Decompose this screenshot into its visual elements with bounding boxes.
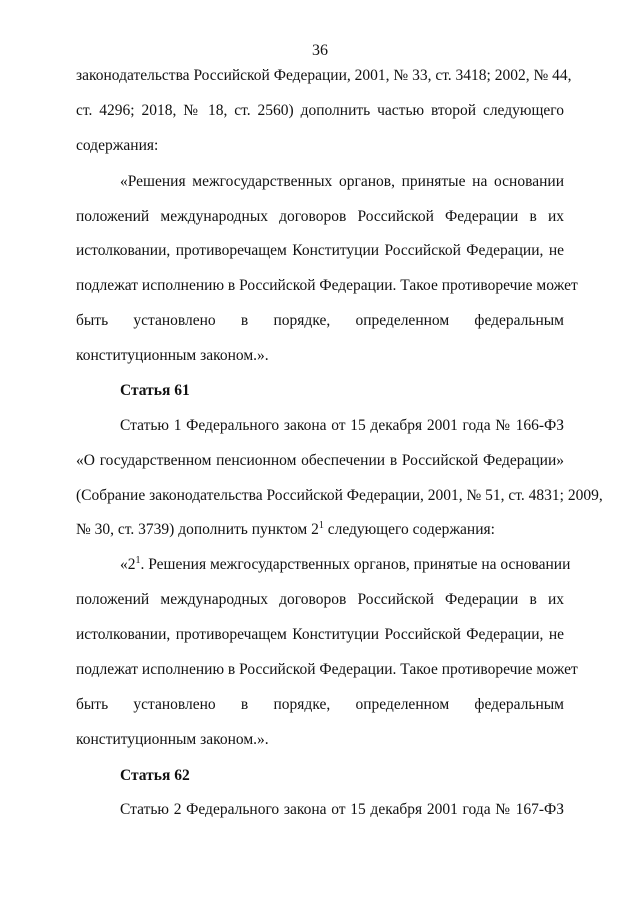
quoted-text-line: подлежат исполнению в Российской Федерации. Такое противоречие может	[76, 661, 578, 678]
text-line: ст. 4296; 2018, № 18, ст. 2560) дополнить частью второй следующего	[76, 102, 564, 119]
quoted-text-line: «$2^1$. Решения межгосударственных органов, принятые на основании	[120, 554, 571, 573]
text-line: Статью 1 Федерального закона от 15 декабря 2001 года № 166-ФЗ	[120, 417, 564, 434]
text-line: законодательства Российской Федерации, 2001, № 33, ст. 3418; 2002, № 44,	[76, 67, 572, 84]
page-number: 36	[312, 42, 328, 59]
quoted-text-line: истолковании, противоречащем Конституции Российской Федерации, не	[76, 242, 564, 259]
text-line: № 30, ст. 3739) дополнить пунктом $2^1$ следующего содержания:	[76, 519, 495, 538]
quoted-text-line: положений международных договоров Российской Федерации в их	[76, 591, 564, 608]
quoted-text-line: «Решения межгосударственных органов, принятые на основании	[120, 173, 564, 190]
superscript: 1	[135, 554, 141, 566]
quoted-text-line: конституционным законом.».	[76, 731, 269, 748]
superscript: 1	[318, 519, 324, 531]
quoted-text-line: истолковании, противоречащем Конституции Российской Федерации, не	[76, 626, 564, 643]
quoted-text-line: быть установлено в порядке, определенном федеральным	[76, 696, 564, 713]
article-62-heading: Статья 62	[120, 767, 190, 784]
text-line: «О государственном пенсионном обеспечении в Российской Федерации»	[76, 452, 564, 469]
quoted-text-line: конституционным законом.».	[76, 347, 269, 364]
quoted-text-line: подлежат исполнению в Российской Федерации. Такое противоречие может	[76, 277, 578, 294]
text-line: Статью 2 Федерального закона от 15 декабря 2001 года № 167-ФЗ	[120, 801, 564, 818]
quoted-text-line: положений международных договоров Российской Федерации в их	[76, 208, 564, 225]
text-line: (Собрание законодательства Российской Федерации, 2001, № 51, ст. 4831; 2009,	[76, 487, 603, 504]
article-61-heading: Статья 61	[120, 382, 190, 399]
text-line: содержания:	[76, 137, 159, 154]
quoted-text-line: быть установлено в порядке, определенном федеральным	[76, 312, 564, 329]
